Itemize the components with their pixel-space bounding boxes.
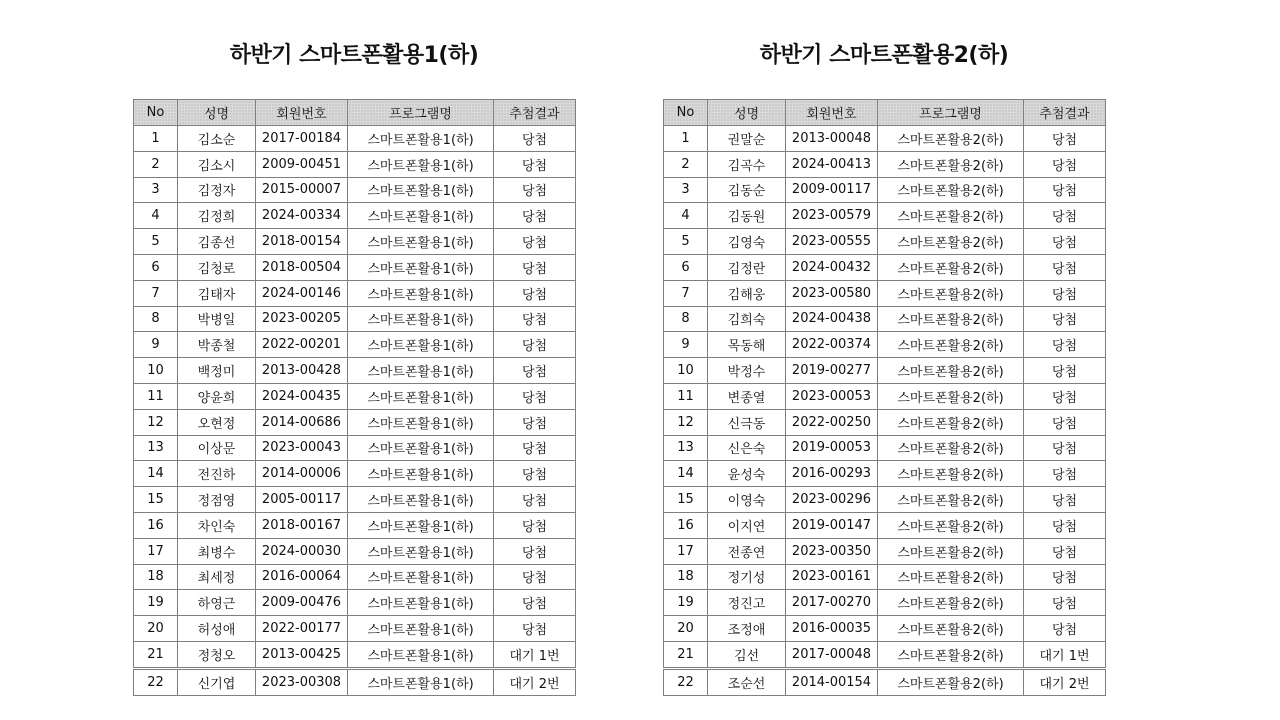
- cell-result: 당첨: [1024, 590, 1106, 616]
- cell-program: 스마트폰활용1(하): [348, 383, 494, 409]
- header-no: No: [134, 100, 178, 126]
- cell-result: 당첨: [1024, 512, 1106, 538]
- cell-member-id: 2014-00006: [256, 461, 348, 487]
- cell-no: 1: [664, 126, 708, 152]
- cell-name: 최병수: [178, 538, 256, 564]
- cell-name: 전진하: [178, 461, 256, 487]
- cell-result: 당첨: [1024, 151, 1106, 177]
- table-row: [664, 126, 1106, 152]
- cell-name: 김희숙: [708, 306, 786, 332]
- header-member-id: 회원번호: [786, 100, 878, 126]
- cell-result: 당첨: [494, 126, 576, 152]
- cell-result: 당첨: [1024, 332, 1106, 358]
- table-row: [134, 332, 576, 358]
- cell-result: 당첨: [494, 487, 576, 513]
- table-row: [134, 641, 576, 668]
- cell-name: 이지연: [708, 512, 786, 538]
- cell-result: 대기 2번: [1024, 668, 1106, 695]
- cell-result: 당첨: [494, 177, 576, 203]
- cell-no: 14: [664, 461, 708, 487]
- table-row: [134, 590, 576, 616]
- cell-member-id: 2024-00432: [786, 254, 878, 280]
- cell-result: 당첨: [494, 616, 576, 642]
- cell-name: 백정미: [178, 358, 256, 384]
- cell-program: 스마트폰활용1(하): [348, 538, 494, 564]
- cell-program: 스마트폰활용2(하): [878, 641, 1024, 668]
- table-row: [134, 538, 576, 564]
- table-header-row: [134, 100, 576, 126]
- cell-member-id: 2023-00205: [256, 306, 348, 332]
- cell-no: 7: [134, 280, 178, 306]
- cell-no: 22: [664, 668, 708, 695]
- cell-no: 11: [664, 383, 708, 409]
- cell-result: 당첨: [1024, 177, 1106, 203]
- cell-program: 스마트폰활용1(하): [348, 616, 494, 642]
- table-row: [134, 461, 576, 487]
- cell-no: 13: [134, 435, 178, 461]
- cell-no: 10: [664, 358, 708, 384]
- cell-program: 스마트폰활용2(하): [878, 409, 1024, 435]
- cell-name: 허성애: [178, 616, 256, 642]
- cell-member-id: 2023-00579: [786, 203, 878, 229]
- header-name: 성명: [708, 100, 786, 126]
- cell-name: 변종열: [708, 383, 786, 409]
- cell-no: 3: [664, 177, 708, 203]
- cell-member-id: 2014-00154: [786, 668, 878, 695]
- table-row: [134, 203, 576, 229]
- cell-member-id: 2005-00117: [256, 487, 348, 513]
- cell-result: 당첨: [494, 254, 576, 280]
- cell-result: 당첨: [1024, 487, 1106, 513]
- cell-name: 김정란: [708, 254, 786, 280]
- table-row: [664, 538, 1106, 564]
- table-row: [664, 487, 1106, 513]
- cell-result: 당첨: [1024, 229, 1106, 255]
- cell-member-id: 2013-00048: [786, 126, 878, 152]
- cell-name: 양윤희: [178, 383, 256, 409]
- cell-program: 스마트폰활용2(하): [878, 280, 1024, 306]
- cell-result: 당첨: [494, 306, 576, 332]
- cell-no: 8: [664, 306, 708, 332]
- cell-no: 5: [664, 229, 708, 255]
- cell-program: 스마트폰활용1(하): [348, 306, 494, 332]
- cell-no: 16: [134, 512, 178, 538]
- table-row: [134, 306, 576, 332]
- cell-member-id: 2023-00043: [256, 435, 348, 461]
- cell-member-id: 2022-00374: [786, 332, 878, 358]
- cell-name: 신은숙: [708, 435, 786, 461]
- cell-no: 18: [664, 564, 708, 590]
- cell-result: 당첨: [1024, 538, 1106, 564]
- cell-program: 스마트폰활용2(하): [878, 306, 1024, 332]
- cell-no: 7: [664, 280, 708, 306]
- cell-program: 스마트폰활용1(하): [348, 177, 494, 203]
- cell-name: 권말순: [708, 126, 786, 152]
- cell-result: 대기 1번: [494, 641, 576, 668]
- cell-result: 당첨: [1024, 435, 1106, 461]
- cell-member-id: 2018-00504: [256, 254, 348, 280]
- cell-program: 스마트폰활용2(하): [878, 668, 1024, 695]
- cell-member-id: 2017-00048: [786, 641, 878, 668]
- cell-no: 15: [664, 487, 708, 513]
- cell-program: 스마트폰활용1(하): [348, 229, 494, 255]
- cell-program: 스마트폰활용1(하): [348, 641, 494, 668]
- cell-program: 스마트폰활용1(하): [348, 126, 494, 152]
- table-row: [134, 126, 576, 152]
- panel-title: 하반기 스마트폰활용2(하): [759, 43, 1009, 68]
- header-name: 성명: [178, 100, 256, 126]
- table-row: [664, 254, 1106, 280]
- cell-program: 스마트폰활용2(하): [878, 435, 1024, 461]
- cell-name: 윤성숙: [708, 461, 786, 487]
- cell-name: 차인숙: [178, 512, 256, 538]
- panel-title: 하반기 스마트폰활용1(하): [229, 43, 479, 68]
- cell-name: 전종연: [708, 538, 786, 564]
- cell-program: 스마트폰활용2(하): [878, 358, 1024, 384]
- cell-member-id: 2024-00413: [786, 151, 878, 177]
- table-row: [134, 616, 576, 642]
- cell-no: 5: [134, 229, 178, 255]
- table-row: [134, 358, 576, 384]
- cell-name: 김동원: [708, 203, 786, 229]
- cell-result: 당첨: [1024, 203, 1106, 229]
- cell-no: 9: [134, 332, 178, 358]
- cell-result: 대기 1번: [1024, 641, 1106, 668]
- cell-name: 조순선: [708, 668, 786, 695]
- cell-member-id: 2023-00161: [786, 564, 878, 590]
- cell-result: 당첨: [494, 409, 576, 435]
- cell-no: 13: [664, 435, 708, 461]
- table-row: [134, 383, 576, 409]
- table-row: [664, 668, 1106, 695]
- cell-result: 당첨: [494, 590, 576, 616]
- cell-no: 17: [134, 538, 178, 564]
- header-program: 프로그램명: [348, 100, 494, 126]
- cell-member-id: 2015-00007: [256, 177, 348, 203]
- table-row: [664, 332, 1106, 358]
- cell-name: 김선: [708, 641, 786, 668]
- cell-member-id: 2023-00555: [786, 229, 878, 255]
- cell-name: 박정수: [708, 358, 786, 384]
- cell-member-id: 2024-00438: [786, 306, 878, 332]
- cell-no: 22: [134, 668, 178, 695]
- cell-program: 스마트폰활용2(하): [878, 177, 1024, 203]
- table-row: [134, 280, 576, 306]
- cell-member-id: 2019-00053: [786, 435, 878, 461]
- cell-result: 당첨: [1024, 358, 1106, 384]
- cell-name: 최세정: [178, 564, 256, 590]
- cell-no: 2: [664, 151, 708, 177]
- cell-no: 4: [664, 203, 708, 229]
- cell-name: 조정애: [708, 616, 786, 642]
- cell-member-id: 2018-00154: [256, 229, 348, 255]
- cell-program: 스마트폰활용1(하): [348, 151, 494, 177]
- cell-result: 당첨: [1024, 306, 1106, 332]
- cell-no: 18: [134, 564, 178, 590]
- cell-no: 19: [134, 590, 178, 616]
- cell-member-id: 2024-00030: [256, 538, 348, 564]
- cell-member-id: 2016-00035: [786, 616, 878, 642]
- cell-result: 당첨: [494, 229, 576, 255]
- table-row: [664, 409, 1106, 435]
- table-row: [664, 280, 1106, 306]
- cell-result: 당첨: [1024, 383, 1106, 409]
- cell-member-id: 2024-00435: [256, 383, 348, 409]
- cell-result: 당첨: [494, 435, 576, 461]
- cell-name: 박병일: [178, 306, 256, 332]
- cell-program: 스마트폰활용2(하): [878, 254, 1024, 280]
- cell-program: 스마트폰활용1(하): [348, 590, 494, 616]
- table-row: [664, 461, 1106, 487]
- cell-program: 스마트폰활용1(하): [348, 203, 494, 229]
- cell-member-id: 2014-00686: [256, 409, 348, 435]
- table-row: [134, 151, 576, 177]
- table-row: [134, 487, 576, 513]
- cell-program: 스마트폰활용2(하): [878, 203, 1024, 229]
- table-row: [134, 254, 576, 280]
- cell-program: 스마트폰활용1(하): [348, 435, 494, 461]
- table-row: [664, 383, 1106, 409]
- cell-program: 스마트폰활용1(하): [348, 564, 494, 590]
- table-row: [664, 229, 1106, 255]
- cell-result: 당첨: [494, 461, 576, 487]
- cell-program: 스마트폰활용2(하): [878, 461, 1024, 487]
- cell-result: 당첨: [494, 512, 576, 538]
- cell-result: 당첨: [494, 358, 576, 384]
- cell-program: 스마트폰활용2(하): [878, 512, 1024, 538]
- cell-name: 오현정: [178, 409, 256, 435]
- table-row: [664, 177, 1106, 203]
- cell-program: 스마트폰활용1(하): [348, 512, 494, 538]
- table-row: [134, 435, 576, 461]
- cell-name: 정기성: [708, 564, 786, 590]
- table-header-row: [664, 100, 1106, 126]
- cell-no: 16: [664, 512, 708, 538]
- cell-no: 11: [134, 383, 178, 409]
- cell-no: 2: [134, 151, 178, 177]
- cell-member-id: 2024-00334: [256, 203, 348, 229]
- cell-no: 4: [134, 203, 178, 229]
- cell-no: 12: [664, 409, 708, 435]
- table-row: [664, 616, 1106, 642]
- table-row: [134, 668, 576, 695]
- cell-program: 스마트폰활용2(하): [878, 229, 1024, 255]
- lottery-table-right: [663, 99, 1106, 696]
- cell-result: 당첨: [1024, 616, 1106, 642]
- lottery-table-left: [133, 99, 576, 696]
- cell-program: 스마트폰활용2(하): [878, 332, 1024, 358]
- cell-no: 17: [664, 538, 708, 564]
- cell-result: 당첨: [494, 151, 576, 177]
- cell-program: 스마트폰활용2(하): [878, 487, 1024, 513]
- cell-member-id: 2022-00201: [256, 332, 348, 358]
- cell-result: 당첨: [1024, 564, 1106, 590]
- cell-no: 14: [134, 461, 178, 487]
- table-row: [664, 590, 1106, 616]
- cell-name: 김정자: [178, 177, 256, 203]
- cell-program: 스마트폰활용1(하): [348, 409, 494, 435]
- cell-member-id: 2023-00296: [786, 487, 878, 513]
- cell-name: 김청로: [178, 254, 256, 280]
- cell-result: 당첨: [494, 564, 576, 590]
- cell-member-id: 2017-00270: [786, 590, 878, 616]
- cell-result: 대기 2번: [494, 668, 576, 695]
- cell-member-id: 2016-00064: [256, 564, 348, 590]
- cell-program: 스마트폰활용1(하): [348, 487, 494, 513]
- cell-member-id: 2018-00167: [256, 512, 348, 538]
- cell-no: 12: [134, 409, 178, 435]
- table-row: [664, 641, 1106, 668]
- cell-program: 스마트폰활용2(하): [878, 151, 1024, 177]
- cell-name: 이영숙: [708, 487, 786, 513]
- cell-name: 이상문: [178, 435, 256, 461]
- cell-member-id: 2013-00428: [256, 358, 348, 384]
- cell-result: 당첨: [494, 203, 576, 229]
- cell-program: 스마트폰활용1(하): [348, 254, 494, 280]
- cell-member-id: 2023-00350: [786, 538, 878, 564]
- cell-name: 김해웅: [708, 280, 786, 306]
- header-result: 추첨결과: [1024, 100, 1106, 126]
- cell-result: 당첨: [494, 332, 576, 358]
- header-program: 프로그램명: [878, 100, 1024, 126]
- cell-name: 정진고: [708, 590, 786, 616]
- table-row: [134, 564, 576, 590]
- cell-program: 스마트폰활용2(하): [878, 383, 1024, 409]
- cell-result: 당첨: [494, 538, 576, 564]
- cell-member-id: 2017-00184: [256, 126, 348, 152]
- cell-member-id: 2024-00146: [256, 280, 348, 306]
- cell-no: 21: [134, 641, 178, 668]
- cell-result: 당첨: [1024, 126, 1106, 152]
- cell-no: 6: [134, 254, 178, 280]
- table-row: [664, 564, 1106, 590]
- cell-no: 8: [134, 306, 178, 332]
- cell-no: 15: [134, 487, 178, 513]
- cell-name: 김영숙: [708, 229, 786, 255]
- cell-name: 김소시: [178, 151, 256, 177]
- cell-member-id: 2023-00053: [786, 383, 878, 409]
- table-row: [664, 306, 1106, 332]
- cell-no: 20: [664, 616, 708, 642]
- table-row: [134, 229, 576, 255]
- table-row: [664, 512, 1106, 538]
- cell-program: 스마트폰활용2(하): [878, 126, 1024, 152]
- cell-result: 당첨: [1024, 254, 1106, 280]
- cell-no: 21: [664, 641, 708, 668]
- header-member-id: 회원번호: [256, 100, 348, 126]
- cell-result: 당첨: [1024, 461, 1106, 487]
- cell-no: 6: [664, 254, 708, 280]
- cell-program: 스마트폰활용1(하): [348, 332, 494, 358]
- cell-member-id: 2023-00308: [256, 668, 348, 695]
- table-row: [664, 435, 1106, 461]
- cell-name: 김종선: [178, 229, 256, 255]
- cell-no: 1: [134, 126, 178, 152]
- cell-member-id: 2022-00177: [256, 616, 348, 642]
- table-row: [134, 409, 576, 435]
- table-row: [664, 358, 1106, 384]
- cell-member-id: 2013-00425: [256, 641, 348, 668]
- cell-name: 신극동: [708, 409, 786, 435]
- cell-no: 3: [134, 177, 178, 203]
- table-row: [134, 512, 576, 538]
- cell-name: 정점영: [178, 487, 256, 513]
- cell-program: 스마트폰활용1(하): [348, 668, 494, 695]
- cell-name: 박종철: [178, 332, 256, 358]
- cell-name: 정청오: [178, 641, 256, 668]
- cell-program: 스마트폰활용2(하): [878, 616, 1024, 642]
- cell-member-id: 2016-00293: [786, 461, 878, 487]
- cell-member-id: 2009-00117: [786, 177, 878, 203]
- header-no: No: [664, 100, 708, 126]
- cell-result: 당첨: [494, 383, 576, 409]
- cell-name: 목동해: [708, 332, 786, 358]
- cell-name: 하영근: [178, 590, 256, 616]
- cell-program: 스마트폰활용2(하): [878, 590, 1024, 616]
- cell-member-id: 2009-00451: [256, 151, 348, 177]
- cell-no: 10: [134, 358, 178, 384]
- cell-name: 김곡수: [708, 151, 786, 177]
- cell-member-id: 2022-00250: [786, 409, 878, 435]
- cell-name: 김정희: [178, 203, 256, 229]
- cell-member-id: 2019-00147: [786, 512, 878, 538]
- cell-member-id: 2023-00580: [786, 280, 878, 306]
- header-result: 추첨결과: [494, 100, 576, 126]
- cell-member-id: 2009-00476: [256, 590, 348, 616]
- cell-program: 스마트폰활용1(하): [348, 280, 494, 306]
- cell-name: 김태자: [178, 280, 256, 306]
- cell-program: 스마트폰활용2(하): [878, 564, 1024, 590]
- cell-result: 당첨: [1024, 280, 1106, 306]
- cell-name: 신기엽: [178, 668, 256, 695]
- cell-no: 19: [664, 590, 708, 616]
- cell-program: 스마트폰활용2(하): [878, 538, 1024, 564]
- cell-no: 20: [134, 616, 178, 642]
- cell-program: 스마트폰활용1(하): [348, 461, 494, 487]
- table-row: [664, 151, 1106, 177]
- cell-member-id: 2019-00277: [786, 358, 878, 384]
- cell-program: 스마트폰활용1(하): [348, 358, 494, 384]
- cell-result: 당첨: [494, 280, 576, 306]
- cell-no: 9: [664, 332, 708, 358]
- table-row: [134, 177, 576, 203]
- cell-name: 김소순: [178, 126, 256, 152]
- cell-result: 당첨: [1024, 409, 1106, 435]
- table-row: [664, 203, 1106, 229]
- cell-name: 김동순: [708, 177, 786, 203]
